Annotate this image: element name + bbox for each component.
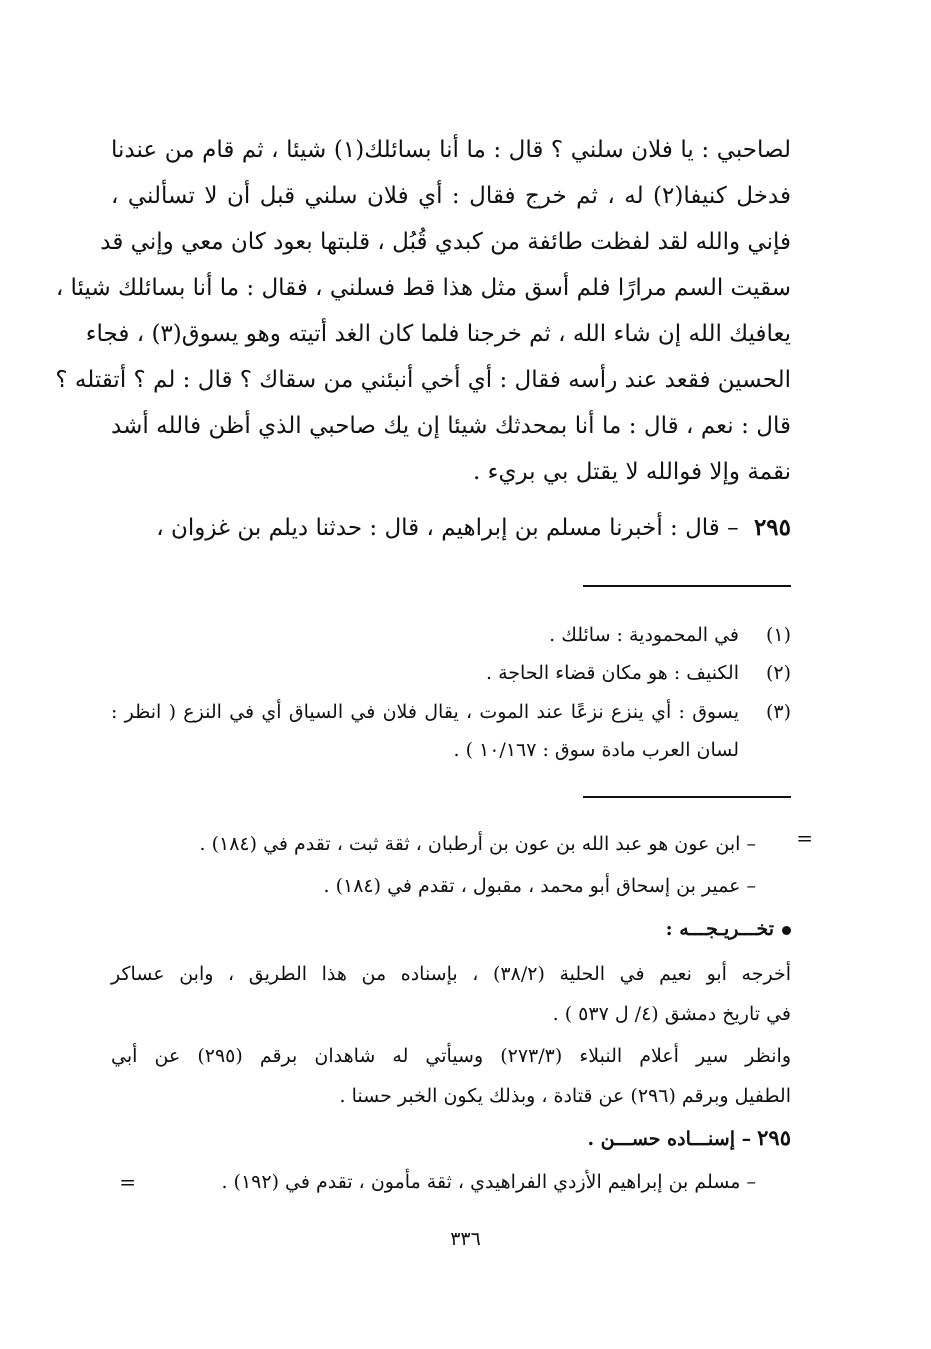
takhrij-text: في تاريخ دمشق (٤/ ل ٥٣٧ ) . (552, 1003, 791, 1025)
hadith-295-grade-text: – إسنـــاده حســـن . (587, 1128, 752, 1150)
see-also-text: وانظر سير أعلام النبلاء (٢٧٣/٣) وسيأتي له شاهدان برقم (٢٩٥) عن أبي (111, 1045, 791, 1067)
takhrij-heading-text: تخـــريـجـــه : (665, 918, 774, 940)
footnote-marker: (٢) (765, 662, 791, 684)
see-also-line (111, 1080, 791, 1112)
footnote-text: يسوق : أي ينزع نزعًا عند الموت ، يقال فلان في السياق أي في النزع ( انظر : (111, 701, 739, 723)
commentary-separator (583, 796, 791, 798)
continuation-mark: = (796, 826, 813, 850)
hadith-295-grade (111, 1122, 791, 1154)
bullet-icon (782, 926, 791, 935)
footnote-separator (583, 585, 791, 587)
main-line-3: فإني والله لقد لفظت طائفة من كبدي قُبُل ، قلبتها بعود كان معي وإني قد (100, 229, 791, 255)
narrator-text: – عمير بن إسحاق أبو محمد ، مقبول ، تقدم في (١٨٤) . (323, 875, 756, 897)
takhrij-line (111, 998, 791, 1030)
main-line-8: نقمة وإلا فوالله لا يقتل بي بريء . (473, 459, 791, 485)
footnote-2 (111, 658, 791, 688)
main-text (55, 130, 791, 485)
see-also-text: الطفيل وبرقم (٢٩٦) عن قتادة ، وبذلك يكون الخبر حسنا . (339, 1085, 791, 1107)
hadith-text: – قال : أخبرنا مسلم بن إبراهيم ، قال : حدثنا ديلم بن غزوان ، (156, 515, 739, 541)
footnote-text: لسان العرب مادة سوق : ١٠/١٦٧ ) . (453, 739, 739, 761)
narrator-295 (111, 1166, 756, 1198)
main-line-4: سقيت السم مرارًا فلم أسق مثل هذا قط فسلني ، فقال : ما أنا بسائلك شيئا ، (55, 275, 791, 301)
takhrij-text: أخرجه أبو نعيم في الحلية (٣٨/٢) ، بإسناده من هذا الطريق ، وابن عساكر (111, 963, 791, 985)
takhrij-line (111, 958, 791, 990)
narrator-line (111, 828, 756, 860)
footnote-marker: (٣) (765, 701, 791, 723)
footnote-3-continued (111, 735, 791, 765)
end-continuation-mark: = (119, 1170, 136, 1194)
main-line-2: فدخل كنيفا(٢) له ، ثم خرج فقال : أي فلان سلني قبل أن لا تسألني ، (111, 183, 791, 209)
footnote-text: الكنيف : هو مكان قضاء الحاجة . (486, 662, 739, 684)
footnote-marker: (١) (765, 624, 791, 646)
narrator-line (111, 870, 756, 902)
main-line-6: الحسين فقعد عند رأسه فقال : أي أخي أنبئني من سقاك ؟ قال : لم ؟ أتقتله ؟ (55, 367, 791, 393)
hadith-295-number: ٢٩٥ (757, 1125, 791, 1150)
main-line-5: يعافيك الله إن شاء الله ، ثم خرجنا فلما كان الغد أتيته وهو يسوق(٣) ، فجاء (85, 321, 791, 347)
footnote-text: في المحمودية : سائلك . (549, 624, 739, 646)
see-also-line (111, 1040, 791, 1072)
footnote-3 (111, 697, 791, 727)
main-line-7: قال : نعم ، قال : ما أنا بمحدثك شيئا إن يك صاحبي الذي أظن فالله أشد (111, 413, 791, 439)
hadith-number: ٢٩٥ (753, 514, 791, 541)
narrator-text: – ابن عون هو عبد الله بن عون بن أرطبان ، ثقة ثبت ، تقدم في (١٨٤) . (199, 833, 756, 855)
next-hadith (111, 508, 791, 548)
takhrij-heading (111, 913, 791, 945)
main-line-1: لصاحبي : يا فلان سلني ؟ قال : ما أنا بسائلك(١) شيئا ، ثم قام من عندنا (111, 137, 791, 163)
footnote-1 (111, 620, 791, 650)
page-number: ٣٣٦ (450, 1228, 481, 1250)
narrator-295-text: – مسلم بن إبراهيم الأزدي الفراهيدي ، ثقة مأمون ، تقدم في (١٩٢) . (221, 1171, 756, 1193)
